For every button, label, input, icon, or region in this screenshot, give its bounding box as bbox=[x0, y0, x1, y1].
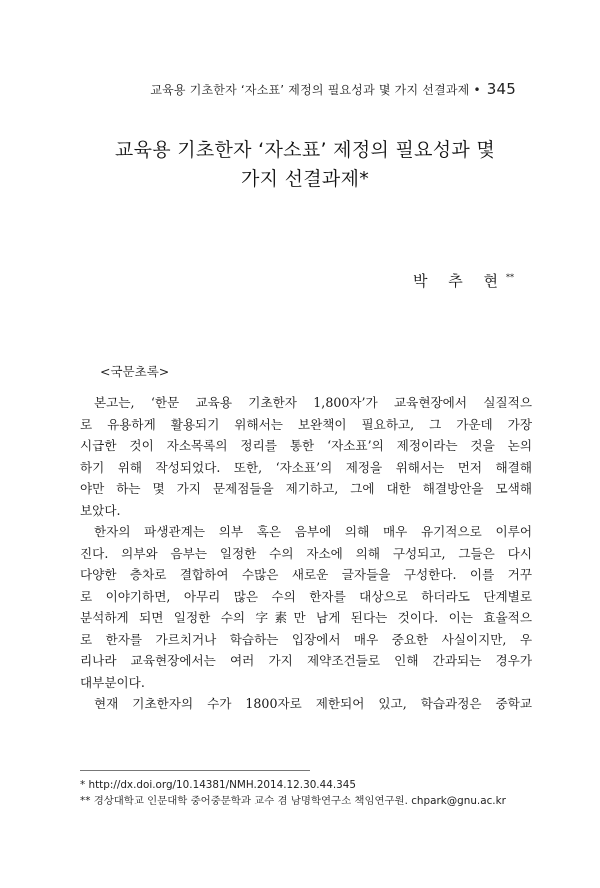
footnote-author-affiliation: ** 경상대학교 인문대학 중어중문학과 교수 겸 남명학연구소 책임연구원. chpark@gnu.ac.kr bbox=[80, 795, 506, 807]
title-line-1: 교육용 기초한자 ‘자소표’ 제정의 필요성과 몇 bbox=[114, 139, 496, 161]
abstract-line: 진다. 의부와 음부는 일정한 수의 자소에 의해 구성되고, 그들은 다시 bbox=[80, 545, 532, 561]
title-line-2: 가지 선결과제* bbox=[240, 168, 370, 190]
abstract-line: 한자의 파생관계는 의부 혹은 음부에 의해 매우 유기적으로 이루어 bbox=[94, 524, 532, 539]
abstract-line: 로 유용하게 활용되기 위해서는 보완책이 필요하고, 그 가운데 가장 bbox=[80, 416, 532, 432]
article-title bbox=[70, 136, 540, 194]
abstract-line: 분석하게 되면 일정한 수의 字素만 남게 된다는 것이다. 이는 효율적으 bbox=[80, 610, 532, 625]
abstract-line: 로 한자를 가르치거나 학습하는 입장에서 매우 중요한 사실이지만, 우 bbox=[80, 631, 532, 647]
footnote-doi: * http://dx.doi.org/10.14381/NMH.2014.12.30.44.345 bbox=[80, 779, 356, 791]
footnote-divider bbox=[80, 770, 310, 771]
running-header bbox=[150, 80, 516, 98]
page-number: 345 bbox=[486, 80, 516, 98]
footnotes bbox=[80, 777, 540, 809]
abstract-line: 본고는, ‘한문 교육용 기초한자 1,800자’가 교육현장에서 실질적으 bbox=[94, 395, 532, 410]
abstract-line: 다양한 층차로 결합하여 수많은 새로운 글자들을 구성한다. 이를 거꾸 bbox=[80, 567, 532, 582]
abstract-line: 보았다. bbox=[80, 502, 121, 518]
abstract-line: 로 이야기하면, 아무리 많은 수의 한자를 대상으로 하더라도 단계별로 bbox=[80, 588, 532, 604]
abstract-body bbox=[80, 392, 532, 715]
abstract-heading: <국문초록> bbox=[100, 364, 170, 379]
abstract-line: 리나라 교육현장에서는 여러 가지 제약조건들로 인해 간과되는 경우가 bbox=[80, 653, 532, 668]
abstract-line: 대부분이다. bbox=[80, 674, 145, 690]
abstract-line: 하기 위해 작성되었다. 또한, ‘자소표’의 제정을 위해서는 먼저 해결해 bbox=[80, 459, 532, 475]
abstract-line: 야만 하는 몇 가지 문제점들을 제기하고, 그에 대한 해결방안을 모색해 bbox=[80, 481, 532, 496]
author-footnote-mark: ** bbox=[506, 273, 514, 282]
running-title: 교육용 기초한자 ‘자소표’ 제정의 필요성과 몇 가지 선결과제 • bbox=[150, 83, 481, 97]
abstract-line: 시급한 것이 자소목록의 정리를 통한 ‘자소표’의 제정이라는 것을 논의 bbox=[80, 438, 532, 453]
author-text: 박 추 현 bbox=[412, 272, 506, 290]
abstract-line: 현재 기초한자의 수가 1800자로 제한되어 있고, 학습과정은 중학교 bbox=[94, 696, 532, 711]
author-name bbox=[413, 270, 514, 291]
